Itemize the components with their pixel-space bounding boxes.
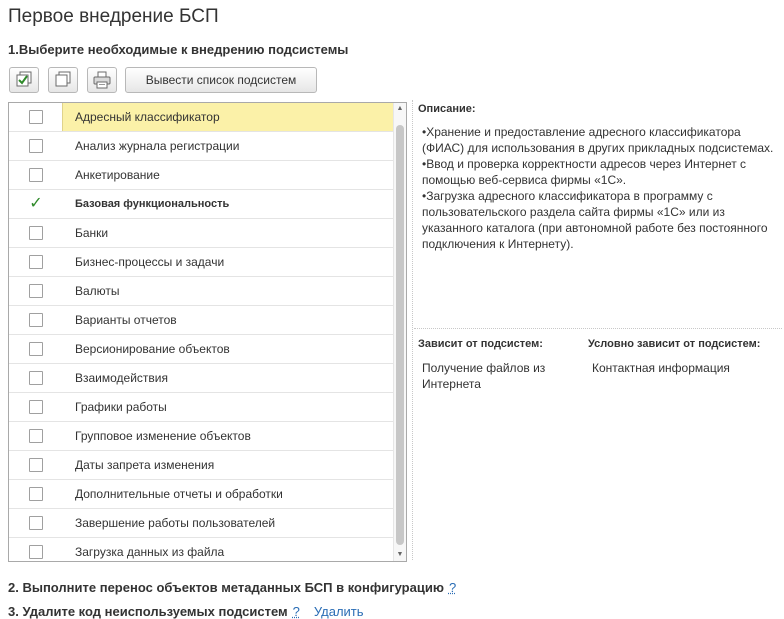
scroll-down-arrow-icon[interactable]: ▼ — [396, 551, 404, 558]
subsystem-label: Анкетирование — [75, 168, 160, 182]
subsystem-row[interactable] — [9, 509, 394, 538]
subsystem-row[interactable] — [9, 103, 394, 132]
subsystem-label: Анализ журнала регистрации — [75, 139, 240, 153]
uncheck-all-icon — [54, 71, 72, 89]
step1-heading: 1.Выберите необходимые к внедрению подсистемы — [8, 42, 349, 57]
subsystem-label: Бизнес-процессы и задачи — [75, 255, 225, 269]
subsystem-label: Завершение работы пользователей — [75, 516, 276, 530]
subsystem-checkbox[interactable] — [29, 168, 43, 182]
subsystem-checkbox-cell[interactable] — [9, 393, 63, 421]
subsystem-row[interactable] — [9, 132, 394, 161]
subsystem-row[interactable] — [9, 335, 394, 364]
subsystem-checkbox[interactable] — [29, 458, 43, 472]
subsystem-label: Дополнительные отчеты и обработки — [75, 487, 283, 501]
subsystem-label: Взаимодействия — [75, 371, 168, 385]
subsystem-row[interactable] — [9, 538, 394, 562]
subsystem-row[interactable] — [9, 219, 394, 248]
conditional-depends-label: Условно зависит от подсистем: — [588, 338, 761, 350]
subsystem-label: Версионирование объектов — [75, 342, 230, 356]
panel-divider — [412, 100, 413, 560]
subsystem-checkbox[interactable] — [29, 313, 43, 327]
subsystem-row[interactable] — [9, 190, 394, 219]
subsystem-checkbox[interactable] — [29, 371, 43, 385]
scroll-thumb[interactable] — [396, 125, 404, 545]
subsystem-checkbox-cell[interactable] — [9, 161, 63, 189]
description-panel — [412, 100, 784, 560]
subsystem-checkbox[interactable] — [29, 342, 43, 356]
description-line: •Загрузка адресного классификатора в программу с пользовательского раздела сайта фирмы «1С» или из указанного каталога (при автономной работе без постоянного подключения к Интернету). — [422, 189, 768, 251]
subsystem-checkbox-cell[interactable] — [9, 364, 63, 392]
subsystem-checkbox[interactable] — [29, 226, 43, 240]
subsystem-checkbox[interactable] — [29, 255, 43, 269]
delete-link[interactable]: Удалить — [313, 604, 364, 619]
subsystem-label: Базовая функциональность — [75, 198, 230, 210]
subsystem-checkbox-cell[interactable] — [9, 132, 63, 160]
subsystem-row[interactable] — [9, 364, 394, 393]
subsystem-row[interactable] — [9, 277, 394, 306]
conditional-depends-value: Контактная информация — [592, 361, 730, 375]
check-all-button[interactable] — [9, 67, 39, 93]
description-line: •Ввод и проверка корректности адресов через Интернет с помощью веб-сервиса фирмы «1С». — [422, 157, 747, 187]
subsystem-label: Групповое изменение объектов — [75, 429, 251, 443]
subsystem-label: Валюты — [75, 284, 120, 298]
subsystem-row[interactable] — [9, 422, 394, 451]
print-icon — [93, 71, 111, 89]
uncheck-all-button[interactable] — [48, 67, 78, 93]
show-subsystem-list-button[interactable]: Вывести список подсистем — [125, 67, 317, 93]
description-line: •Хранение и предоставление адресного классификатора (ФИАС) для использования в других прикладных подсистемах. — [422, 125, 774, 155]
subsystem-row[interactable] — [9, 248, 394, 277]
subsystem-label: Адресный классификатор — [75, 110, 220, 124]
step3-heading-text: 3. Удалите код неиспользуемых подсистем — [8, 604, 288, 619]
step3-help-link[interactable]: ? — [292, 604, 300, 619]
subsystem-checkbox[interactable] — [29, 110, 43, 124]
subsystem-checkbox-cell[interactable] — [9, 335, 63, 363]
depends-value: Получение файлов из Интернета — [422, 361, 546, 391]
subsystem-checkbox-cell[interactable] — [9, 306, 63, 334]
subsystem-checkbox[interactable] — [29, 139, 43, 153]
check-mark-icon[interactable]: ✓ — [29, 195, 43, 212]
subsystem-label: Варианты отчетов — [75, 313, 177, 327]
subsystem-label: Графики работы — [75, 400, 167, 414]
subsystem-row[interactable] — [9, 161, 394, 190]
subsystem-label: Даты запрета изменения — [75, 458, 215, 472]
subsystem-checkbox[interactable] — [29, 545, 43, 559]
page-title: Первое внедрение БСП — [8, 6, 219, 27]
subsystem-checkbox-cell[interactable] — [9, 103, 63, 131]
description-label: Описание: — [418, 103, 476, 115]
subsystem-row[interactable] — [9, 393, 394, 422]
subsystem-checkbox-cell[interactable] — [9, 422, 63, 450]
subsystem-label: Банки — [75, 226, 109, 240]
subsystem-checkbox-cell[interactable] — [9, 248, 63, 276]
description-separator — [414, 328, 782, 329]
subsystem-checkbox-cell[interactable] — [9, 277, 63, 305]
subsystem-label: Загрузка данных из файла — [75, 545, 225, 559]
step2-help-link[interactable]: ? — [448, 580, 457, 595]
description-text — [422, 124, 782, 252]
subsystem-row[interactable] — [9, 451, 394, 480]
subsystem-checkbox[interactable] — [29, 516, 43, 530]
subsystem-checkbox[interactable] — [29, 429, 43, 443]
subsystem-list[interactable] — [8, 102, 407, 562]
subsystem-checkbox-cell[interactable] — [9, 480, 63, 508]
step2-heading — [8, 580, 456, 595]
subsystem-checkbox[interactable] — [29, 487, 43, 501]
depends-label: Зависит от подсистем: — [418, 338, 543, 350]
subsystem-checkbox-cell[interactable] — [9, 451, 63, 479]
subsystem-checkbox[interactable] — [29, 400, 43, 414]
print-button[interactable] — [87, 67, 117, 93]
subsystem-checkbox-cell[interactable] — [9, 219, 63, 247]
subsystem-row[interactable] — [9, 480, 394, 509]
subsystem-checkbox-cell[interactable] — [9, 509, 63, 537]
subsystem-checkbox[interactable] — [29, 284, 43, 298]
check-all-icon — [15, 71, 33, 89]
scroll-up-arrow-icon[interactable]: ▲ — [396, 105, 404, 112]
subsystem-checkbox-cell[interactable] — [9, 190, 63, 218]
list-scrollbar[interactable] — [393, 103, 406, 561]
subsystem-row[interactable] — [9, 306, 394, 335]
step2-heading-text: 2. Выполните перенос объектов метаданных БСП в конфигурацию — [8, 580, 444, 595]
subsystem-checkbox-cell[interactable] — [9, 538, 63, 562]
